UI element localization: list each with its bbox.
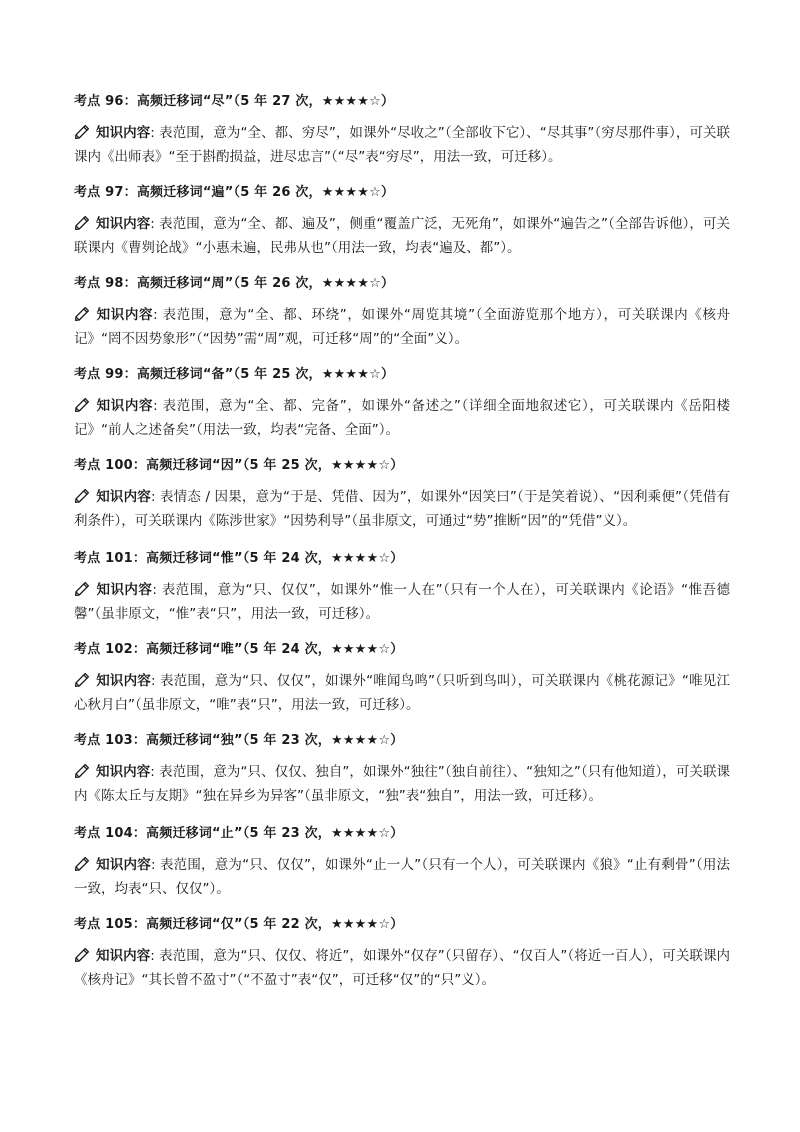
knowledge-content [74, 670, 730, 717]
knowledge-point-heading: 考点 100：高频迁移词“因”（5 年 25 次，★★★★☆） [74, 458, 404, 473]
knowledge-point [74, 915, 730, 992]
knowledge-point-heading: 考点 97：高频迁移词“遍”（5 年 26 次，★★★★☆） [74, 185, 395, 200]
knowledge-point [74, 549, 730, 626]
knowledge-content-text: : 表范围，意为“只、仅仅、独自”，如课外“独往”（独自前往）、“独知之”（只有他知道），可关联课内《陈太丘与友期》“独在异乡为异客”（虽非原文，“独”表“独自”，用法一致，可迁移）。 [74, 764, 730, 804]
knowledge-content-label: 知识内容 [96, 764, 151, 780]
pencil-icon [74, 306, 90, 322]
pencil-icon [74, 488, 90, 504]
knowledge-point-heading: 考点 101：高频迁移词“惟”（5 年 24 次，★★★★☆） [74, 551, 404, 566]
knowledge-content [74, 579, 730, 626]
knowledge-content-text: : 表范围，意为“只、仅仅、将近”，如课外“仅存”（只留存）、“仅百人”（将近一百人），可关联课内《核舟记》“其长曾不盈寸”（“不盈寸”表“仅”，可迁移“仅”的“只”义）。 [74, 948, 730, 988]
pencil-icon [74, 215, 90, 231]
pencil-icon [74, 581, 90, 597]
knowledge-content-text: : 表范围，意为“只、仅仅”，如课外“惟一人在”（只有一个人在），可关联课内《论语》“惟吾德馨”（虽非原文，“惟”表“只”，用法一致，可迁移）。 [74, 582, 731, 622]
knowledge-point [74, 824, 730, 901]
document-page [74, 92, 730, 1006]
knowledge-point-heading: 考点 103：高频迁移词“独”（5 年 23 次，★★★★☆） [74, 733, 404, 748]
knowledge-content [74, 945, 730, 992]
knowledge-point [74, 731, 730, 808]
pencil-icon [74, 947, 90, 963]
knowledge-content [74, 854, 730, 901]
pencil-icon [74, 672, 90, 688]
knowledge-content-label: 知识内容 [96, 398, 154, 414]
knowledge-content-text: : 表范围，意为“只、仅仅”，如课外“唯闻鸟鸣”（只听到鸟叫），可关联课内《桃花源记》“唯见江心秋月白”（虽非原文，“唯”表“只”，用法一致，可迁移）。 [74, 673, 730, 713]
knowledge-content [74, 122, 730, 169]
knowledge-point [74, 640, 730, 717]
knowledge-point-heading: 考点 96：高频迁移词“尽”（5 年 27 次，★★★★☆） [74, 94, 395, 109]
pencil-icon [74, 763, 90, 779]
knowledge-point-heading: 考点 105：高频迁移词“仅”（5 年 22 次，★★★★☆） [74, 917, 404, 932]
knowledge-content [74, 213, 730, 260]
knowledge-content-label: 知识内容 [96, 489, 151, 505]
knowledge-point-heading: 考点 98：高频迁移词“周”（5 年 26 次，★★★★☆） [74, 276, 395, 291]
knowledge-point [74, 183, 730, 260]
knowledge-content-label: 知识内容 [96, 948, 151, 964]
knowledge-point-heading: 考点 104：高频迁移词“止”（5 年 23 次，★★★★☆） [74, 826, 404, 841]
knowledge-content-label: 知识内容 [96, 582, 153, 598]
knowledge-point [74, 365, 730, 442]
knowledge-content-text: : 表情态 / 因果，意为“于是、凭借、因为”，如课外“因笑曰”（于是笑着说）、“因利乘便”（凭借有利条件），可关联课内《陈涉世家》“因势利导”（虽非原文，可通过“势”推断“因”的“凭借”义）。 [74, 489, 731, 529]
knowledge-content-text: : 表范围，意为“全、都、穷尽”，如课外“尽收之”（全部收下它）、“尽其事”（穷尽那件事），可关联课内《出师表》“至于斟酌损益，进尽忠言”（“尽”表“穷尽”，用法一致，可迁移）。 [74, 125, 730, 165]
knowledge-point-heading: 考点 102：高频迁移词“唯”（5 年 24 次，★★★★☆） [74, 642, 404, 657]
knowledge-point [74, 92, 730, 169]
knowledge-content-text: : 表范围，意为“全、都、完备”，如课外“备述之”（详细全面地叙述它），可关联课内《岳阳楼记》“前人之述备矣”（用法一致，均表“完备、全面”）。 [74, 398, 730, 438]
knowledge-point [74, 274, 730, 351]
knowledge-content-text: : 表范围，意为“全、都、环绕”，如课外“周览其境”（全面游览那个地方），可关联课内《核舟记》“罔不因势象形”（“因势”需“周”观，可迁移“周”的“全面”义）。 [74, 307, 730, 347]
knowledge-content-text: : 表范围，意为“全、都、遍及”，侧重“覆盖广泛，无死角”，如课外“遍告之”（全部告诉他），可关联课内《曹刿论战》“小惠未遍，民弗从也”（用法一致，均表“遍及、都”）。 [74, 216, 730, 256]
knowledge-content [74, 486, 730, 533]
knowledge-point [74, 456, 730, 533]
knowledge-content-text: : 表范围，意为“只、仅仅”，如课外“止一人”（只有一个人），可关联课内《狼》“止有剩骨”（用法一致，均表“只、仅仅”）。 [74, 857, 731, 897]
knowledge-content-label: 知识内容 [96, 673, 151, 689]
pencil-icon [74, 124, 90, 140]
knowledge-content-label: 知识内容 [96, 307, 154, 323]
knowledge-content-label: 知识内容 [96, 857, 151, 873]
knowledge-content [74, 761, 730, 808]
knowledge-content [74, 395, 730, 442]
pencil-icon [74, 397, 90, 413]
knowledge-content-label: 知识内容 [96, 125, 151, 141]
knowledge-content [74, 304, 730, 351]
pencil-icon [74, 856, 90, 872]
knowledge-content-label: 知识内容 [96, 216, 151, 232]
knowledge-point-heading: 考点 99：高频迁移词“备”（5 年 25 次，★★★★☆） [74, 367, 395, 382]
